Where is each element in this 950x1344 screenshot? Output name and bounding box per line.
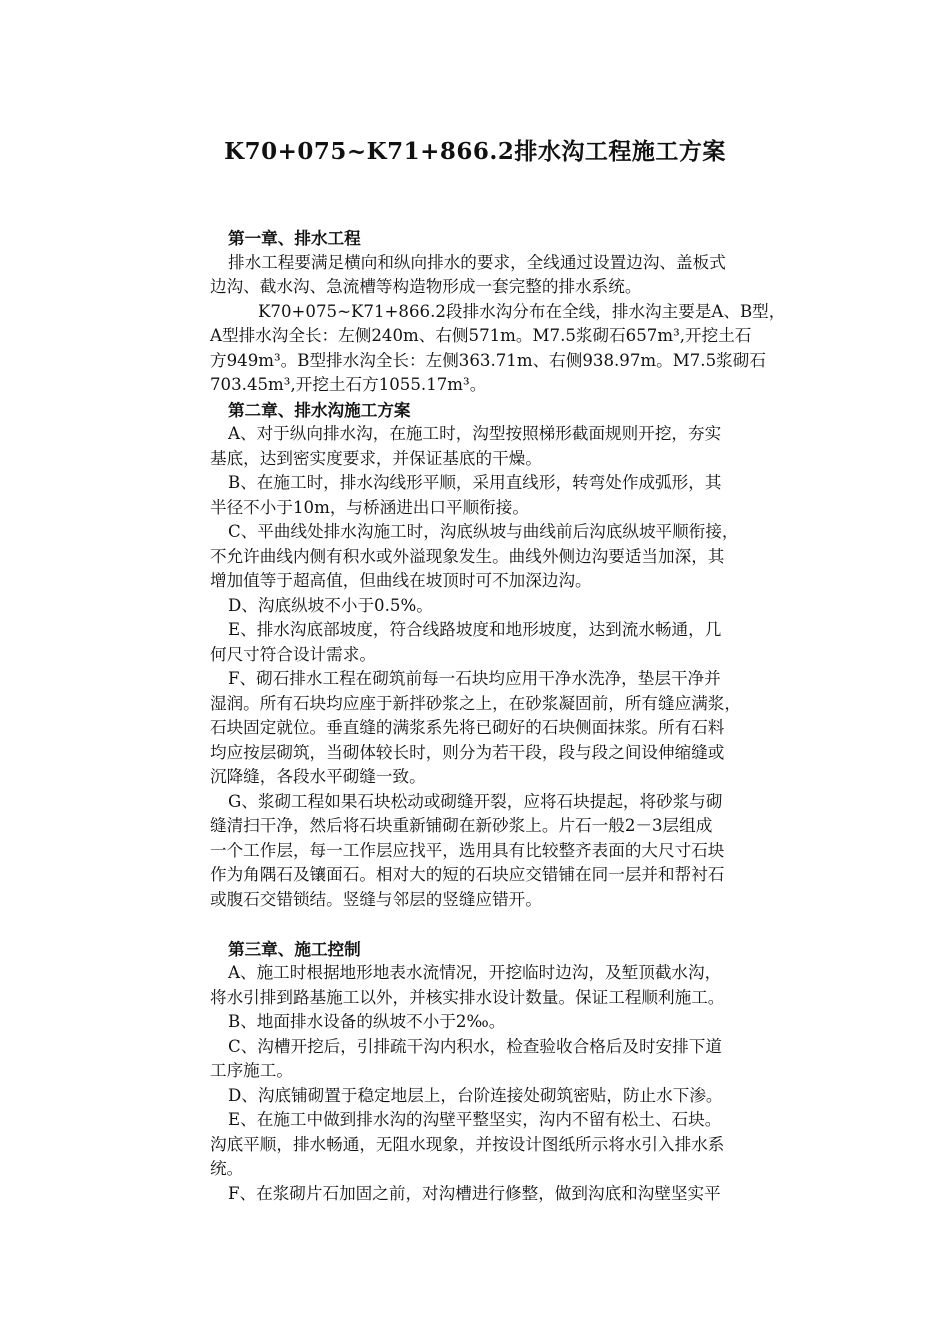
chapter2-line: B、在施工时，排水沟线形平顺，采用直线形，转弯处作成弧形，其 — [228, 473, 722, 492]
chapter3-line: 沟底平顺，排水畅通，无阻水现象，并按设计图纸所示将水引入排水系 — [210, 1134, 725, 1154]
chapter3-line: C、沟槽开挖后，引排疏干沟内积水，检查验收合格后及时安排下道 — [228, 1036, 722, 1056]
chapter1-line: 方949m³。B型排水沟全长：左侧363.71m、右侧938.97m。M7.5浆砌石 — [210, 350, 766, 370]
chapter2-heading: 第二章、排水沟施工方案 — [228, 399, 411, 420]
chapter3-heading: 第三章、施工控制 — [228, 938, 361, 959]
chapter1-line: 703.45m³,开挖土石方1055.17m³。 — [210, 375, 487, 394]
chapter2-line: A、对于纵向排水沟，在施工时，沟型按照梯形截面规则开挖，夯实 — [228, 424, 722, 443]
document-title: K70+075~K71+866.2排水沟工程施工方案 — [224, 138, 726, 165]
chapter2-line: 沉降缝，各段水平砌缝一致。 — [210, 767, 426, 786]
chapter3-line: E、在施工中做到排水沟的沟壁平整坚实，沟内不留有松土、石块。 — [228, 1110, 722, 1129]
chapter1-heading: 第一章、排水工程 — [228, 228, 361, 248]
chapter3-line: F、在浆砌片石加固之前，对沟槽进行修整，做到沟底和沟壁坚实平 — [228, 1183, 721, 1203]
chapter2-line: 半径不小于10m，与桥涵进出口平顺衔接。 — [210, 497, 529, 517]
chapter2-line: D、沟底纵坡不小于0.5%。 — [228, 595, 433, 615]
chapter2-line: 作为角隅石及镶面石。相对大的短的石块应交错铺在同一层并和帮衬石 — [210, 865, 725, 884]
chapter2-line: 石块固定就位。垂直缝的满浆系先将已砌好的石块侧面抹浆。所有石料 — [210, 718, 725, 737]
chapter2-line: 基底，达到密实度要求，并保证基底的干燥。 — [210, 448, 542, 468]
chapter3-line: D、沟底铺砌置于稳定地层上，台阶连接处砌筑密贴，防止水下渗。 — [228, 1085, 723, 1105]
document-body — [210, 226, 810, 1206]
chapter1-line: A型排水沟全长：左侧240m、右侧571m。M7.5浆砌石657m³,开挖土石 — [210, 326, 752, 345]
chapter3-line: B、地面排水设备的纵坡不小于2‰。 — [228, 1012, 506, 1031]
chapter2-line: 或腹石交错锁结。竖缝与邻层的竖缝应错开。 — [210, 889, 542, 909]
chapter3-line: 工序施工。 — [210, 1061, 293, 1080]
chapter2-line: F、砌石排水工程在砌筑前每一石块均应用干净水洗净，垫层干净并 — [228, 669, 721, 688]
chapter2-line: 何尺寸符合设计需求。 — [210, 644, 376, 664]
blank-line — [210, 912, 810, 937]
chapter3-line: 将水引排到路基施工以外，并核实排水设计数量。保证工程顺利施工。 — [210, 987, 725, 1007]
chapter2-line: 缝清扫干净，然后将石块重新铺砌在新砂浆上。片石一般2－3层组成 — [210, 816, 713, 835]
chapter3-line: A、施工时根据地形地表水流情况，开挖临时边沟，及堑顶截水沟， — [228, 963, 722, 982]
chapter2-line: 不允许曲线内侧有积水或外溢现象发生。曲线外侧边沟要适当加深，其 — [210, 546, 725, 566]
chapter2-line: 均应按层砌筑，当砌体较长时，则分为若干段，段与段之间设伸缩缝或 — [210, 742, 725, 762]
chapter2-line: 一个工作层，每一工作层应找平，选用具有比较整齐表面的大尺寸石块 — [210, 840, 725, 860]
chapter2-line: C、平曲线处排水沟施工时，沟底纵坡与曲线前后沟底纵坡平顺衔接， — [228, 522, 739, 541]
chapter1-line: K70+075~K71+866.2段排水沟分布在全线，排水沟主要是A、B型， — [258, 301, 786, 321]
chapter1-line: 排水工程要满足横向和纵向排水的要求，全线通过设置边沟、盖板式 — [228, 252, 726, 272]
chapter3-line: 统。 — [210, 1159, 244, 1178]
chapter1-line: 边沟、截水沟、急流槽等构造物形成一套完整的排水系统。 — [210, 277, 642, 296]
chapter2-line: 增加值等于超高值，但曲线在坡顶时可不加深边沟。 — [210, 571, 592, 590]
chapter2-line: G、浆砌工程如果石块松动或砌缝开裂，应将石块提起，将砂浆与砌 — [228, 791, 723, 811]
chapter2-line: E、排水沟底部坡度，符合线路坡度和地形坡度，达到流水畅通，几 — [228, 620, 722, 639]
chapter2-line: 湿润。所有石块均应座于新拌砂浆之上，在砂浆凝固前，所有缝应满浆， — [210, 693, 741, 713]
